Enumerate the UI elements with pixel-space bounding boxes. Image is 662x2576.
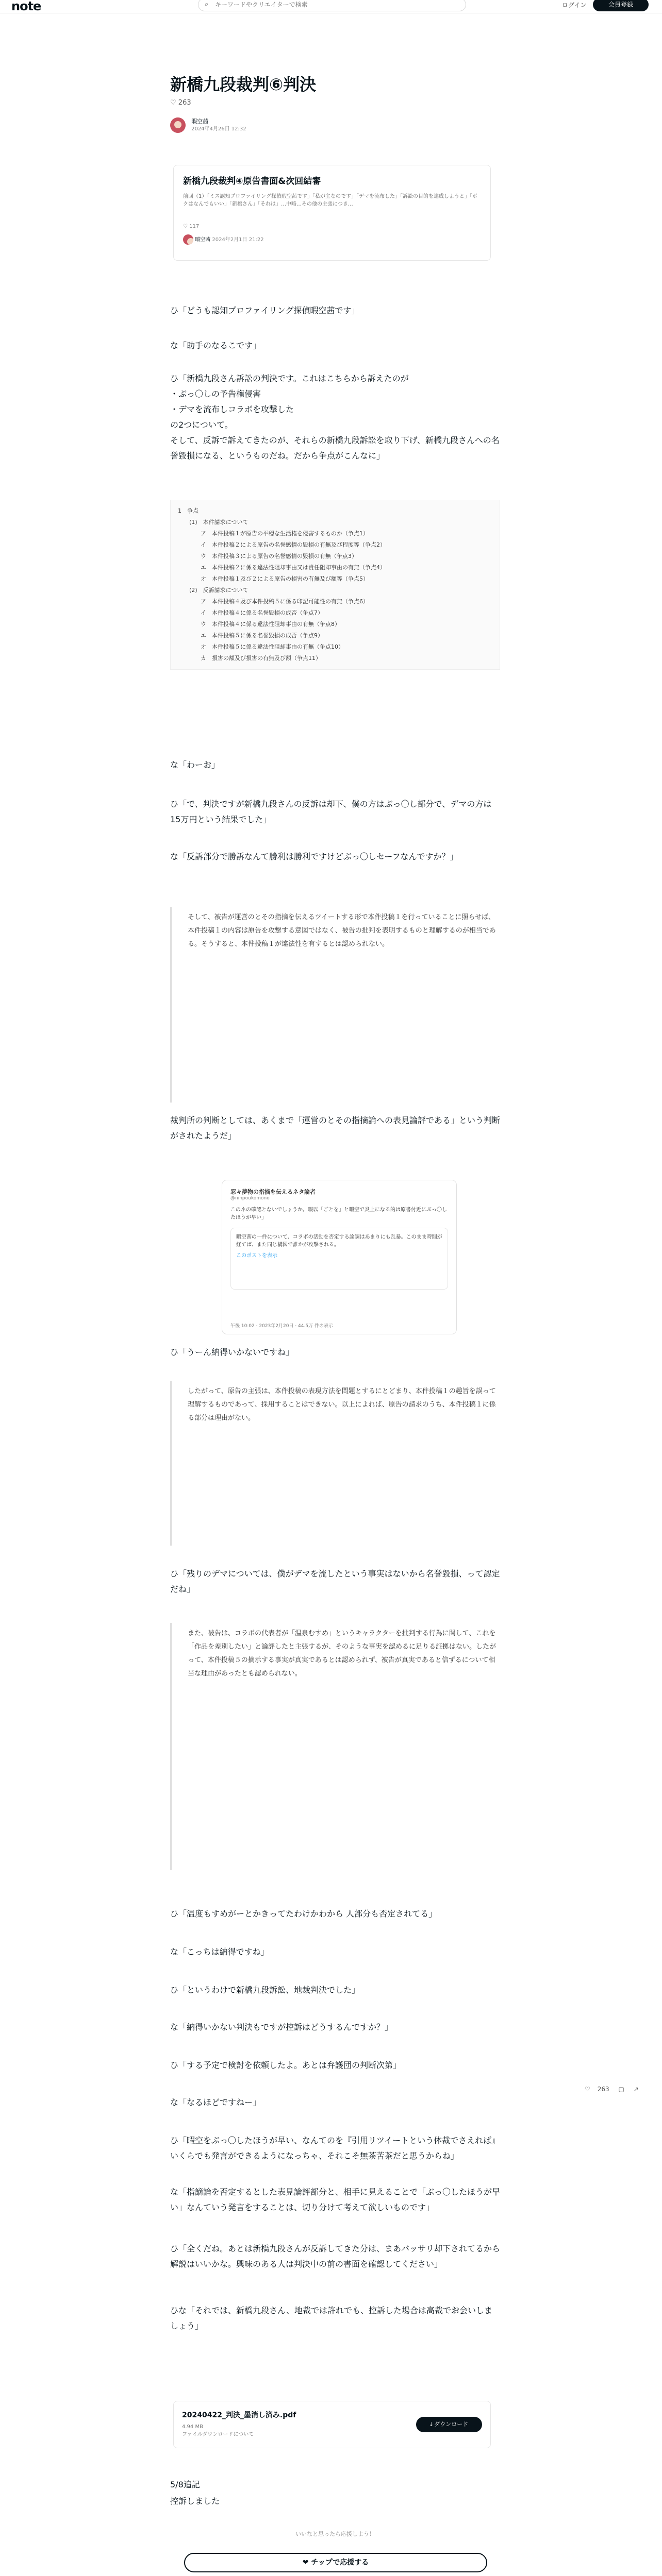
- toc-item: ア 本件投稿４及び本件投稿５に係る印記可能性の有無（争点6）: [201, 598, 369, 605]
- search-input[interactable]: [215, 0, 457, 9]
- floating-action-bar: [585, 2086, 646, 2093]
- tweet-author[interactable]: 忍々夢物の指摘を伝えるネタ論者: [230, 1189, 316, 1195]
- toc-item: ア 本件投稿１が原告の平穏な生活権を侵害するものか（争点1）: [201, 530, 369, 537]
- embed-likes: ♡ 117: [183, 224, 200, 229]
- author-name[interactable]: 暇空茜: [191, 117, 209, 125]
- paragraph: ・ぶっ〇しの予告権侵害: [170, 389, 261, 399]
- heart-icon[interactable]: ♡: [585, 2086, 590, 2093]
- paragraph: ひ「どうも認知プロファイリング探偵暇空茜です」: [170, 306, 360, 315]
- judgment-quote: また、被告は、コラボの代表者が「温泉むすめ」というキャラクターを批判する行為に関して、これを「作品を差別したい」と論評したと主張するが、そのような事実を認めるに足りる証拠はない。したがって、本件投稿５の摘示する事実が真実であるとは認められず、被告が真実であると信ずるについて相当な理由があったとも認められない。: [170, 1623, 500, 1870]
- toc-item: イ 本件投稿２による原告の名誉感情の毀損の有無及び程度等（争点2）: [201, 541, 386, 548]
- search-icon: ⌕: [205, 1, 209, 8]
- toc-item: オ 本件投稿５に係る違法性阻却事由の有無（争点10）: [201, 643, 344, 650]
- tip-prompt: いいなと思ったら応援しよう！: [295, 2531, 375, 2537]
- paragraph: ・デマを流布しコラボを攻撃した: [170, 404, 294, 414]
- embed-excerpt: 前回（1）「ミス認知プロファイリング探偵暇空茜です」「私が主なのです」「デマを流布した」「訴訟の目的を達成しようと」「ボクはなんでもいい」「新橋さん」「それは」…中略…その他の主張につき…: [183, 194, 477, 207]
- heart-icon: ♡: [170, 99, 178, 107]
- paragraph: ひ「というわけで新橋九段訴訟、地裁判決でした」: [170, 1985, 360, 1995]
- paragraph: ひ「全くだね。あとは新橋九段さんが反訴してきた分は、まあバッサリ却下されてるから解説はいいかな。興味のある人は判決中の前の書面を確認してください」: [170, 2244, 501, 2269]
- paragraph: 5/8追記: [170, 2480, 200, 2489]
- paragraph: 控訴しました: [170, 2496, 220, 2506]
- pdf-size: 4.94 MB: [182, 2424, 203, 2430]
- toc-item: イ 本件投稿４に係る名誉毀損の成否（争点7）: [201, 609, 323, 616]
- paragraph: な「助手のなるこです」: [170, 341, 261, 350]
- signup-button[interactable]: 会員登録: [593, 0, 649, 11]
- like-count: 263: [597, 2086, 609, 2093]
- share-icon[interactable]: ↗: [633, 2086, 639, 2093]
- paragraph: な「わーお」: [170, 760, 220, 770]
- article-likes[interactable]: [170, 99, 191, 107]
- toc-item: 1 争点: [178, 507, 198, 514]
- judgment-quote: したがって、原告の主張は、本件投稿の表現方法を問題とするにとどまり、本件投稿１の趣旨を誤って理解するものであって、採用することはできない。以上によれば、原告の請求のうち、本件投稿１に係る部分は理由がない。: [170, 1381, 500, 1546]
- pdf-note[interactable]: ファイルダウンロードについて: [182, 2432, 254, 2437]
- note-logo[interactable]: note: [11, 0, 41, 13]
- paragraph: ひ「新橋九段さん訴訟の判決です。これはこちらから訴えたのが: [170, 374, 409, 383]
- paragraph: 裁判所の判断としては、あくまで「運営のとその指摘論への表見論評である」という判断がされたようだ」: [170, 1115, 501, 1141]
- paragraph: そして、反訴で訴えてきたのが、それらの新橋九段訴訟を取り下げ、新橋九段さんへの名誉毀損になる、というものだね。だから争点がこんなに」: [170, 435, 500, 461]
- like-count: 263: [178, 99, 191, 107]
- paragraph: な「反訴部分で勝訴なんて勝利は勝利ですけどぶっ〇しセーフなんですか？」: [170, 852, 458, 861]
- download-button[interactable]: ⤓ ダウンロード: [416, 2417, 482, 2432]
- comment-icon[interactable]: ▢: [618, 2086, 624, 2093]
- tweet-text: このネの確認とないでしょうか。暇以「ごとを」と暇空で炎上になる的は原書付近にぶっ〇したほうが早い」: [230, 1207, 447, 1221]
- author-block[interactable]: [170, 117, 246, 138]
- paragraph: ひな「それでは、新橋九段さん、地裁では許れでも、控訴した場合は高裁でお会いしましょう」: [170, 2306, 492, 2331]
- pdf-attachment[interactable]: [173, 2401, 491, 2448]
- paragraph: な「なるほどですねー」: [170, 2097, 261, 2107]
- tweet-footer: 午後 10:02 · 2023年2月20日 · 44.5万 件の表示: [230, 1324, 333, 1329]
- search-box[interactable]: [198, 0, 466, 11]
- quoted-tweet[interactable]: [230, 1228, 448, 1290]
- paragraph: ひ「残りのデマについては、僕がデマを流したという事実はないから名誉毀損、って認定だね」: [170, 1569, 500, 1594]
- download-icon: ⤓: [429, 2421, 435, 2428]
- paragraph: ひ「温度もすめがーとかきってたわけかわから 人部分も否定されてる」: [170, 1909, 437, 1919]
- show-post-link[interactable]: このポストを表示: [236, 1253, 277, 1259]
- toc-item: (2) 反訴請求について: [189, 587, 249, 594]
- toc-item: ウ 本件投稿３による原告の名誉感情の毀損の有無（争点3）: [201, 553, 357, 560]
- embedded-article-card[interactable]: [173, 165, 491, 261]
- tweet-handle: @ninpoukomono: [230, 1196, 270, 1201]
- top-bar: [0, 0, 662, 13]
- embedded-tweet[interactable]: [222, 1180, 457, 1334]
- embed-title: 新橋九段裁判④原告書面&次回結審: [183, 176, 321, 187]
- avatar: [183, 234, 193, 245]
- toc-item: (1) 本件請求について: [189, 519, 249, 526]
- post-date: 2024年4月26日 12:32: [191, 126, 246, 132]
- judgment-quote: そして、被告が運営のとその指摘を伝えるツイートする形で本件投稿１を行っていることに照らせば、本件投稿１の内容は原告を攻撃する意図ではなく、被告の批判を表明するものと理解するのが相当である。そうすると、本件投稿１が違法性を有するとは認められない。: [170, 907, 500, 1103]
- paragraph: ひ「うーん納得いかないですね」: [170, 1347, 294, 1357]
- paragraph: な「こっちは納得ですね」: [170, 1947, 269, 1957]
- paragraph: な「納得いかない判決もですが控訴はどうするんですか？」: [170, 2022, 393, 2032]
- login-link[interactable]: ログイン: [562, 2, 587, 9]
- toc-item: ウ 本件投稿４に係る違法性阻却事由の有無（争点8）: [201, 621, 340, 628]
- quoted-tweet-text: 暇空茜の一件について、コラボの活動を否定する論調はあまりにも乱暴。このまま時間が経てば、また同じ構図で誰かが攻撃される。: [236, 1234, 442, 1248]
- issues-list: [170, 500, 500, 670]
- toc-item: カ 損害の額及び損害の有無及び額（争点11）: [201, 655, 321, 662]
- paragraph: ひ「暇空をぶっ〇したほうが早い、なんてのを『引用リツイートという体裁でさえれば』いくらでも発言ができるようになっちゃ、それこそ無茶苦茶だと思うからね」: [170, 2136, 500, 2161]
- paragraph: の2つについて。: [170, 420, 233, 430]
- toc-item: エ 本件投稿２に係る違法性阻却事由又は責任阻却事由の有無（争点4）: [201, 564, 386, 571]
- paragraph: ひ「で、判決ですが新橋九段さんの反訴は却下、僕の方はぶっ〇し部分で、デマの方は15万円という結果でした」: [170, 799, 492, 824]
- avatar[interactable]: [170, 117, 186, 133]
- toc-item: エ 本件投稿５に係る名誉毀損の成否（争点9）: [201, 632, 323, 639]
- tip-icon: ❤: [302, 2558, 311, 2567]
- paragraph: な「指謫論を否定するとした表見論評部分と、相手に見えることで「ぶっ〇したほうが早い」なんていう発言をすることは、切り分けて考えて欲しいものです」: [170, 2187, 501, 2212]
- pdf-filename: 20240422_判決_墨消し済み.pdf: [182, 2411, 296, 2419]
- paragraph: ひ「する予定で検討を依頼したよ。あとは弁護団の判断次第」: [170, 2060, 402, 2070]
- toc-item: オ 本件投稿１及び２による原告の損害の有無及び額等（争点5）: [201, 575, 369, 582]
- embed-author: 暇空茜 2024年2月1日 21:22: [183, 234, 481, 245]
- article-title: 新橋九段裁判⑥判決: [170, 75, 317, 94]
- tip-button[interactable]: ❤ チップで応援する: [184, 2553, 487, 2572]
